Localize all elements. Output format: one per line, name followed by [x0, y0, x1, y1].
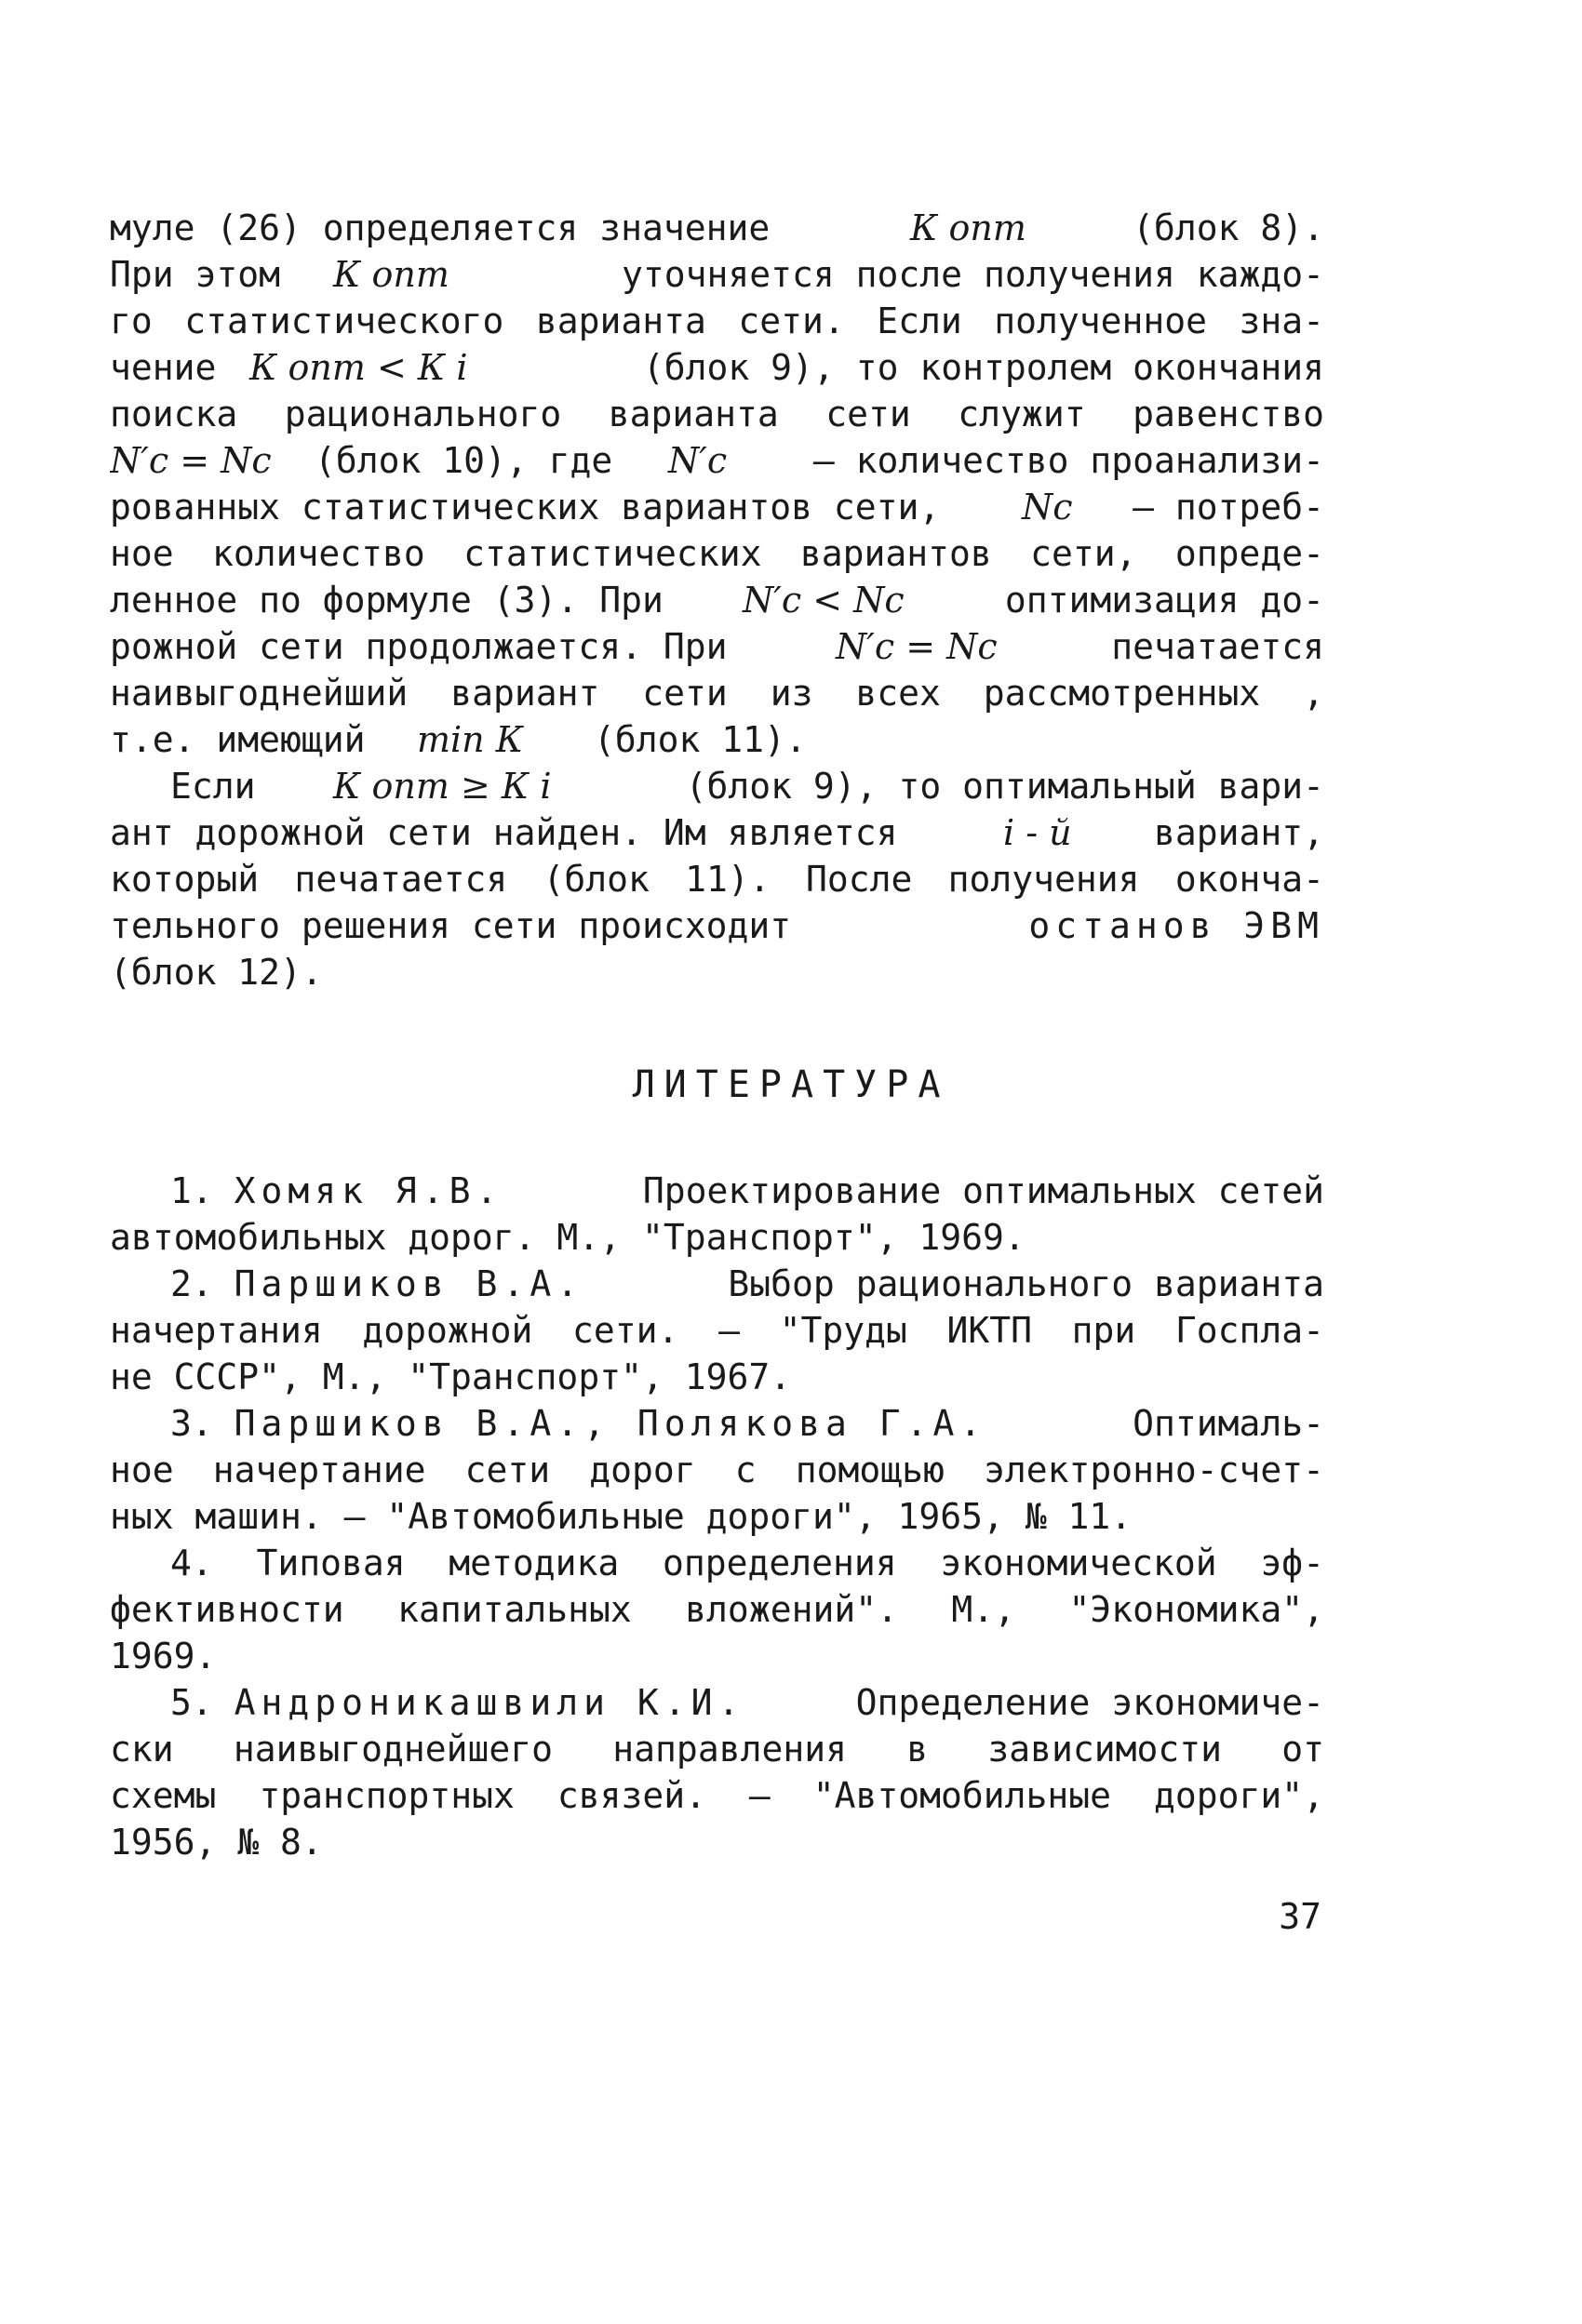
body-text: ант дорожной сети найден. Им является — [110, 812, 898, 853]
body-line — [110, 716, 1324, 763]
body-text: рожной сети продолжается. При — [110, 626, 728, 667]
reference-text: ное начертание сети дорог с помощью электронно-счет- — [110, 1449, 1324, 1490]
body-line — [110, 577, 1324, 623]
reference-text: Типовая методика определения экономической эф- — [256, 1543, 1324, 1583]
reference-item — [170, 1540, 1324, 1586]
reference-line — [110, 1726, 1324, 1772]
body-text: го статистического варианта сети. Если полученное зна- — [110, 301, 1324, 341]
reference-line — [110, 1447, 1324, 1493]
reference-item — [170, 1261, 1324, 1307]
body-text: (блок 8). — [1133, 207, 1324, 248]
reference-number: 5. — [170, 1682, 213, 1723]
reference-line — [110, 1493, 1324, 1540]
section-heading: ЛИТЕРАТУРА — [632, 1063, 950, 1106]
body-text: рованных статистических вариантов сети, — [110, 487, 941, 528]
page-number: 37 — [1279, 1896, 1321, 1937]
reference-author: Паршиков В.А. — [234, 1263, 584, 1304]
body-text: (блок 11). — [594, 719, 807, 760]
reference-line — [110, 1307, 1324, 1354]
formula-inequality: К опт ≥ К i — [333, 766, 552, 807]
body-text: который печатается (блок 11). После получения оконча- — [110, 859, 1324, 900]
body-line — [110, 530, 1324, 577]
reference-author: Паршиков В.А., Полякова Г.А. — [234, 1403, 987, 1444]
reference-line — [110, 1214, 1324, 1261]
body-line — [110, 809, 1324, 856]
reference-item — [170, 1400, 1324, 1447]
reference-text: Выбор рационального варианта — [728, 1263, 1324, 1304]
reference-number: 1. — [170, 1170, 213, 1211]
body-text: ленное по формуле (3). При — [110, 580, 664, 621]
reference-text: ски наивыгоднейшего направления в зависимости от — [110, 1729, 1324, 1770]
reference-text: 1956, № 8. — [110, 1822, 323, 1863]
reference-text: начертания дорожной сети. – "Труды ИКТП при Госпла- — [110, 1310, 1324, 1351]
body-line — [110, 484, 1324, 530]
formula-equality: N′c = Nc — [836, 626, 998, 667]
body-text: поиска рационального варианта сети служит равенство — [110, 394, 1324, 434]
reference-text: не СССР", М., "Транспорт", 1967. — [110, 1356, 792, 1397]
body-text: (блок 9), то контролем окончания — [642, 347, 1324, 388]
body-text: – потреб- — [1133, 487, 1324, 528]
body-text: чение — [110, 347, 217, 388]
reference-number: 2. — [170, 1263, 213, 1304]
reference-line — [110, 1586, 1324, 1633]
formula-equality: N′c = Nc — [110, 440, 272, 481]
formula-min-k: min К — [417, 719, 524, 760]
body-text: ное количество статистических вариантов сети, опреде- — [110, 533, 1324, 574]
body-text: Если — [170, 766, 256, 807]
body-line — [110, 763, 1324, 809]
body-text: наивыгоднейший вариант сети из всех рассмотренных , — [110, 673, 1324, 714]
body-text: вариант, — [1153, 812, 1324, 853]
reference-text: Оптималь- — [1133, 1403, 1324, 1444]
body-text: тельного решения сети происходит — [110, 905, 792, 946]
reference-author: Хомяк Я.В. — [234, 1170, 503, 1211]
reference-author: Андроникашвили К.И. — [234, 1682, 745, 1723]
reference-text: Определение экономиче- — [855, 1682, 1324, 1723]
reference-text: фективности капитальных вложений". М., "Экономика", — [110, 1589, 1324, 1630]
body-text: уточняется после получения каждо- — [622, 254, 1324, 295]
body-line — [110, 298, 1324, 344]
reference-text: автомобильных дорог. М., "Транспорт", 1969. — [110, 1217, 1026, 1258]
reference-line — [110, 1633, 1324, 1679]
formula-nc-prime: N′c — [668, 440, 728, 481]
reference-text: Проектирование оптимальных сетей — [642, 1170, 1324, 1211]
formula-k-opt: К опт — [910, 207, 1026, 248]
formula-k-opt: К опт — [333, 254, 449, 295]
body-text: (блок 12). — [110, 952, 323, 993]
body-line — [110, 902, 1324, 949]
body-line — [110, 670, 1324, 716]
body-text: останов ЭВМ — [1028, 905, 1324, 946]
reference-number: 4. — [170, 1543, 213, 1583]
formula-nc: Nc — [1022, 487, 1073, 528]
reference-text: схемы транспортных связей. – "Автомобильные дороги", — [110, 1775, 1324, 1816]
reference-item — [170, 1679, 1324, 1726]
reference-line — [110, 1354, 1324, 1400]
body-line — [110, 251, 1324, 298]
body-text: муле (26) определяется значение — [110, 207, 771, 248]
body-text: оптимизация до- — [1004, 580, 1324, 621]
body-text: При этом — [110, 254, 281, 295]
body-line — [110, 344, 1324, 391]
reference-line — [110, 1772, 1324, 1819]
reference-number: 3. — [170, 1403, 213, 1444]
body-line — [110, 391, 1324, 437]
body-line — [110, 205, 1324, 251]
reference-text: ных машин. – "Автомобильные дороги", 1965, № 11. — [110, 1496, 1133, 1537]
reference-line — [110, 1819, 1324, 1865]
body-text: – количество проанализи- — [812, 440, 1324, 481]
formula-inequality: N′c < Nc — [743, 580, 905, 621]
body-text: (блок 9), то оптимальный вари- — [685, 766, 1324, 807]
reference-item — [170, 1168, 1324, 1214]
body-line — [110, 623, 1324, 670]
body-line — [110, 949, 1324, 995]
formula-inequality: К опт < К i — [249, 347, 468, 388]
body-text: т.е. имеющий — [110, 719, 366, 760]
body-text: (блок 10), где — [315, 440, 613, 481]
formula-i-variant: i - й — [1003, 812, 1072, 853]
body-line — [110, 856, 1324, 902]
body-text: печатается — [1111, 626, 1324, 667]
body-line — [110, 437, 1324, 484]
reference-text: 1969. — [110, 1636, 217, 1676]
